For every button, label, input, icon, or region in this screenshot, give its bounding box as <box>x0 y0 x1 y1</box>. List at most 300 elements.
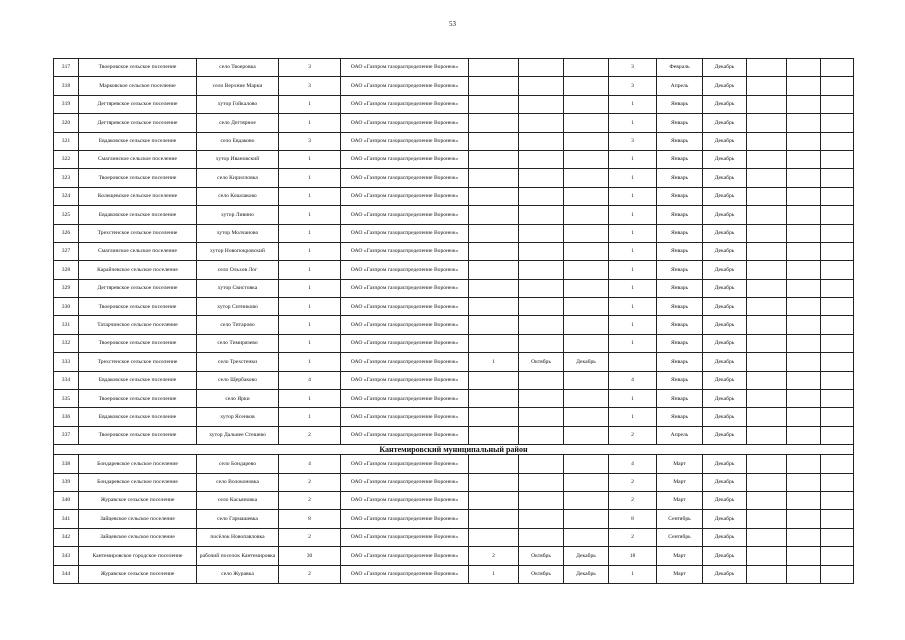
extra-end-month: Декабрь <box>564 547 609 565</box>
locality-name: село Ольхов Лог <box>197 261 279 279</box>
extra-start-month <box>519 95 564 113</box>
empty-cell <box>821 334 854 352</box>
row-number: 325 <box>54 206 79 224</box>
locality-name: село Кирилловка <box>197 169 279 187</box>
locality-name: село Евдаково <box>197 132 279 150</box>
empty-cell <box>787 316 821 334</box>
object-count: 8 <box>279 510 341 528</box>
extra-count <box>469 510 519 528</box>
object-count: 1 <box>279 242 341 260</box>
object-count: 1 <box>279 316 341 334</box>
empty-cell <box>787 132 821 150</box>
organization-name: ОАО «Газпром газораспределение Воронеж» <box>341 224 469 242</box>
start-month: Январь <box>657 150 703 168</box>
table-row <box>54 206 854 224</box>
organization-name: ОАО «Газпром газораспределение Воронеж» <box>341 261 469 279</box>
row-number: 320 <box>54 114 79 132</box>
empty-cell <box>787 77 821 95</box>
start-month: Март <box>657 473 703 491</box>
settlement-name: Журавское сельское поселение <box>79 491 197 509</box>
table-row <box>54 547 854 565</box>
end-month: Декабрь <box>703 242 747 260</box>
settlement-name: Твоеровское сельское поселение <box>79 169 197 187</box>
extra-end-month: Декабрь <box>564 353 609 371</box>
empty-cell <box>787 298 821 316</box>
empty-cell <box>747 528 787 546</box>
locality-name: село Верхние Марки <box>197 77 279 95</box>
empty-cell <box>747 491 787 509</box>
locality-name: хутор Ясенков <box>197 408 279 426</box>
organization-name: ОАО «Газпром газораспределение Воронеж» <box>341 150 469 168</box>
extra-count: 1 <box>469 353 519 371</box>
table-row <box>54 316 854 334</box>
quantity: 1 <box>609 242 657 260</box>
quantity: 1 <box>609 206 657 224</box>
empty-cell <box>821 59 854 77</box>
end-month: Декабрь <box>703 316 747 334</box>
extra-start-month <box>519 114 564 132</box>
empty-cell <box>747 473 787 491</box>
extra-end-month <box>564 316 609 334</box>
row-number: 341 <box>54 510 79 528</box>
object-count: 1 <box>279 261 341 279</box>
empty-cell <box>747 565 787 583</box>
start-month: Март <box>657 547 703 565</box>
object-count: 2 <box>279 565 341 583</box>
object-count: 3 <box>279 77 341 95</box>
row-number: 321 <box>54 132 79 150</box>
object-count: 1 <box>279 95 341 113</box>
table-row <box>54 77 854 95</box>
extra-end-month <box>564 261 609 279</box>
locality-name: село Волоконовка <box>197 473 279 491</box>
empty-cell <box>787 261 821 279</box>
table-row <box>54 187 854 205</box>
empty-cell <box>821 547 854 565</box>
organization-name: ОАО «Газпром газораспределение Воронеж» <box>341 547 469 565</box>
settlement-name: Бондаревское сельское поселение <box>79 473 197 491</box>
empty-cell <box>747 114 787 132</box>
locality-name: село Титарово <box>197 316 279 334</box>
extra-count <box>469 298 519 316</box>
extra-count <box>469 261 519 279</box>
locality-name: село Щербаково <box>197 371 279 389</box>
end-month: Декабрь <box>703 334 747 352</box>
start-month: Апрель <box>657 426 703 444</box>
empty-cell <box>821 224 854 242</box>
settlement-name: Трехстенское сельское поселение <box>79 353 197 371</box>
empty-cell <box>821 353 854 371</box>
end-month: Декабрь <box>703 279 747 297</box>
settlement-name: Татарчинское сельское поселение <box>79 316 197 334</box>
schedule-table <box>53 58 854 584</box>
extra-start-month <box>519 150 564 168</box>
organization-name: ОАО «Газпром газораспределение Воронеж» <box>341 426 469 444</box>
extra-end-month <box>564 224 609 242</box>
organization-name: ОАО «Газпром газораспределение Воронеж» <box>341 455 469 473</box>
settlement-name: Зайцевское сельское поселение <box>79 528 197 546</box>
quantity: 3 <box>609 77 657 95</box>
table-row <box>54 150 854 168</box>
extra-end-month <box>564 298 609 316</box>
empty-cell <box>747 206 787 224</box>
empty-cell <box>821 565 854 583</box>
quantity: 2 <box>609 491 657 509</box>
empty-cell <box>747 390 787 408</box>
empty-cell <box>787 353 821 371</box>
row-number: 328 <box>54 261 79 279</box>
object-count: 1 <box>279 334 341 352</box>
extra-end-month <box>564 132 609 150</box>
extra-end-month <box>564 455 609 473</box>
object-count: 1 <box>279 114 341 132</box>
object-count: 2 <box>279 491 341 509</box>
row-number: 336 <box>54 408 79 426</box>
table-row <box>54 491 854 509</box>
quantity: 2 <box>609 426 657 444</box>
end-month: Декабрь <box>703 298 747 316</box>
end-month: Декабрь <box>703 408 747 426</box>
extra-end-month <box>564 334 609 352</box>
table-row <box>54 426 854 444</box>
settlement-name: Твоеровское сельское поселение <box>79 426 197 444</box>
end-month: Декабрь <box>703 371 747 389</box>
extra-count <box>469 187 519 205</box>
empty-cell <box>821 169 854 187</box>
empty-cell <box>787 242 821 260</box>
empty-cell <box>787 334 821 352</box>
table-row <box>54 510 854 528</box>
quantity: 1 <box>609 565 657 583</box>
empty-cell <box>787 491 821 509</box>
extra-end-month <box>564 169 609 187</box>
extra-count <box>469 279 519 297</box>
empty-cell <box>747 334 787 352</box>
table-row <box>54 455 854 473</box>
extra-end-month <box>564 114 609 132</box>
start-month: Февраль <box>657 59 703 77</box>
start-month: Сентябрь <box>657 528 703 546</box>
object-count: 1 <box>279 408 341 426</box>
settlement-name: Зайцевское сельское поселение <box>79 510 197 528</box>
extra-start-month <box>519 224 564 242</box>
settlement-name: Смаглинское сельское поселение <box>79 150 197 168</box>
row-number: 344 <box>54 565 79 583</box>
settlement-name: Евдаковское сельское поселение <box>79 132 197 150</box>
extra-start-month <box>519 242 564 260</box>
quantity: 18 <box>609 547 657 565</box>
table-row <box>54 224 854 242</box>
organization-name: ОАО «Газпром газораспределение Воронеж» <box>341 353 469 371</box>
extra-end-month <box>564 491 609 509</box>
empty-cell <box>787 390 821 408</box>
settlement-name: Кантемировское городское поселение <box>79 547 197 565</box>
extra-end-month: Декабрь <box>564 565 609 583</box>
locality-name: село Касьяновка <box>197 491 279 509</box>
empty-cell <box>821 408 854 426</box>
empty-cell <box>747 316 787 334</box>
empty-cell <box>787 59 821 77</box>
extra-count <box>469 150 519 168</box>
empty-cell <box>747 371 787 389</box>
object-count: 1 <box>279 390 341 408</box>
start-month: Январь <box>657 334 703 352</box>
extra-start-month: Октябрь <box>519 547 564 565</box>
row-number: 318 <box>54 77 79 95</box>
settlement-name: Бондаревское сельское поселение <box>79 455 197 473</box>
empty-cell <box>747 132 787 150</box>
table-body-after <box>54 455 854 584</box>
section-row <box>54 445 854 455</box>
table-body-before <box>54 59 854 445</box>
locality-name: хутор Дальнее Стешево <box>197 426 279 444</box>
row-number: 329 <box>54 279 79 297</box>
empty-cell <box>747 59 787 77</box>
table-row <box>54 334 854 352</box>
object-count: 1 <box>279 187 341 205</box>
extra-start-month <box>519 298 564 316</box>
table-row <box>54 298 854 316</box>
empty-cell <box>787 187 821 205</box>
row-number: 324 <box>54 187 79 205</box>
empty-cell <box>821 95 854 113</box>
empty-cell <box>821 279 854 297</box>
extra-start-month <box>519 132 564 150</box>
empty-cell <box>787 224 821 242</box>
empty-cell <box>821 206 854 224</box>
organization-name: ОАО «Газпром газораспределение Воронеж» <box>341 528 469 546</box>
locality-name: хутор Свистовка <box>197 279 279 297</box>
end-month: Декабрь <box>703 426 747 444</box>
organization-name: ОАО «Газпром газораспределение Воронеж» <box>341 491 469 509</box>
quantity: 1 <box>609 169 657 187</box>
empty-cell <box>787 455 821 473</box>
extra-end-month <box>564 279 609 297</box>
object-count: 1 <box>279 279 341 297</box>
extra-start-month <box>519 77 564 95</box>
table-row <box>54 528 854 546</box>
extra-start-month <box>519 510 564 528</box>
organization-name: ОАО «Газпром газораспределение Воронеж» <box>341 169 469 187</box>
end-month: Декабрь <box>703 224 747 242</box>
extra-count <box>469 371 519 389</box>
table-row <box>54 390 854 408</box>
quantity: 1 <box>609 298 657 316</box>
quantity: 4 <box>609 371 657 389</box>
extra-start-month <box>519 455 564 473</box>
empty-cell <box>821 491 854 509</box>
extra-start-month <box>519 426 564 444</box>
empty-cell <box>747 224 787 242</box>
locality-name: рабочий поселок Кантемировка <box>197 547 279 565</box>
locality-name: село Гармашевка <box>197 510 279 528</box>
organization-name: ОАО «Газпром газораспределение Воронеж» <box>341 132 469 150</box>
extra-start-month <box>519 408 564 426</box>
extra-count <box>469 390 519 408</box>
quantity: 3 <box>609 59 657 77</box>
empty-cell <box>787 473 821 491</box>
extra-end-month <box>564 206 609 224</box>
locality-name: хутор Ливино <box>197 206 279 224</box>
empty-cell <box>747 242 787 260</box>
object-count: 1 <box>279 298 341 316</box>
extra-start-month <box>519 59 564 77</box>
end-month: Декабрь <box>703 353 747 371</box>
extra-count <box>469 132 519 150</box>
row-number: 326 <box>54 224 79 242</box>
settlement-name: Смаглинское сельское поселение <box>79 242 197 260</box>
table-row <box>54 353 854 371</box>
start-month: Апрель <box>657 77 703 95</box>
extra-count <box>469 59 519 77</box>
row-number: 322 <box>54 150 79 168</box>
extra-count <box>469 491 519 509</box>
end-month: Декабрь <box>703 261 747 279</box>
organization-name: ОАО «Газпром газораспределение Воронеж» <box>341 316 469 334</box>
extra-count <box>469 528 519 546</box>
start-month: Январь <box>657 114 703 132</box>
extra-count <box>469 114 519 132</box>
extra-start-month <box>519 261 564 279</box>
table-row <box>54 114 854 132</box>
empty-cell <box>747 547 787 565</box>
extra-count <box>469 242 519 260</box>
organization-name: ОАО «Газпром газораспределение Воронеж» <box>341 206 469 224</box>
empty-cell <box>747 510 787 528</box>
empty-cell <box>821 390 854 408</box>
extra-start-month <box>519 371 564 389</box>
end-month: Декабрь <box>703 95 747 113</box>
empty-cell <box>787 426 821 444</box>
settlement-name: Журавское сельское поселение <box>79 565 197 583</box>
object-count: 30 <box>279 547 341 565</box>
empty-cell <box>821 316 854 334</box>
organization-name: ОАО «Газпром газораспределение Воронеж» <box>341 473 469 491</box>
empty-cell <box>787 565 821 583</box>
object-count: 1 <box>279 206 341 224</box>
extra-end-month <box>564 150 609 168</box>
quantity: 2 <box>609 473 657 491</box>
organization-name: ОАО «Газпром газораспределение Воронеж» <box>341 371 469 389</box>
organization-name: ОАО «Газпром газораспределение Воронеж» <box>341 187 469 205</box>
empty-cell <box>821 150 854 168</box>
start-month: Январь <box>657 408 703 426</box>
organization-name: ОАО «Газпром газораспределение Воронеж» <box>341 279 469 297</box>
extra-start-month: Октябрь <box>519 353 564 371</box>
extra-start-month <box>519 528 564 546</box>
empty-cell <box>821 77 854 95</box>
empty-cell <box>787 408 821 426</box>
extra-count <box>469 95 519 113</box>
locality-name: хутор Молчаново <box>197 224 279 242</box>
end-month: Декабрь <box>703 565 747 583</box>
empty-cell <box>787 114 821 132</box>
settlement-name: Дегтяревское сельское поселение <box>79 95 197 113</box>
quantity: 1 <box>609 390 657 408</box>
quantity: 1 <box>609 187 657 205</box>
row-number: 317 <box>54 59 79 77</box>
quantity: 1 <box>609 334 657 352</box>
organization-name: ОАО «Газпром газораспределение Воронеж» <box>341 510 469 528</box>
settlement-name: Евдаковское сельское поселение <box>79 206 197 224</box>
organization-name: ОАО «Газпром газораспределение Воронеж» <box>341 59 469 77</box>
end-month: Декабрь <box>703 491 747 509</box>
end-month: Декабрь <box>703 390 747 408</box>
locality-name: село Ярки <box>197 390 279 408</box>
start-month: Январь <box>657 206 703 224</box>
empty-cell <box>747 298 787 316</box>
start-month: Январь <box>657 371 703 389</box>
settlement-name: Твоеровское сельское поселение <box>79 334 197 352</box>
start-month: Январь <box>657 242 703 260</box>
start-month: Январь <box>657 224 703 242</box>
organization-name: ОАО «Газпром газораспределение Воронеж» <box>341 77 469 95</box>
extra-start-month <box>519 491 564 509</box>
locality-name: село Кошлаково <box>197 187 279 205</box>
end-month: Декабрь <box>703 206 747 224</box>
start-month: Январь <box>657 95 703 113</box>
quantity: 1 <box>609 316 657 334</box>
empty-cell <box>747 455 787 473</box>
empty-cell <box>747 279 787 297</box>
extra-end-month <box>564 77 609 95</box>
table-row <box>54 473 854 491</box>
empty-cell <box>747 353 787 371</box>
quantity: 1 <box>609 224 657 242</box>
settlement-name: Евдаковское сельское поселение <box>79 408 197 426</box>
extra-count: 2 <box>469 547 519 565</box>
end-month: Декабрь <box>703 169 747 187</box>
extra-end-month <box>564 528 609 546</box>
quantity: 1 <box>609 150 657 168</box>
start-month: Январь <box>657 132 703 150</box>
table-row <box>54 261 854 279</box>
quantity: 2 <box>609 528 657 546</box>
object-count: 2 <box>279 528 341 546</box>
empty-cell <box>787 169 821 187</box>
organization-name: ОАО «Газпром газораспределение Воронеж» <box>341 565 469 583</box>
object-count: 3 <box>279 59 341 77</box>
page-number: 53 <box>449 20 456 28</box>
settlement-name: Карайчевское сельское поселение <box>79 261 197 279</box>
object-count: 4 <box>279 455 341 473</box>
locality-name: село Трехстенки <box>197 353 279 371</box>
organization-name: ОАО «Газпром газораспределение Воронеж» <box>341 242 469 260</box>
quantity: 4 <box>609 455 657 473</box>
organization-name: ОАО «Газпром газораспределение Воронеж» <box>341 95 469 113</box>
table-row <box>54 59 854 77</box>
extra-count <box>469 77 519 95</box>
row-number: 342 <box>54 528 79 546</box>
start-month: Март <box>657 455 703 473</box>
empty-cell <box>787 547 821 565</box>
settlement-name: Дегтяревское сельское поселение <box>79 114 197 132</box>
start-month: Январь <box>657 390 703 408</box>
locality-name: село Бондарево <box>197 455 279 473</box>
end-month: Декабрь <box>703 187 747 205</box>
row-number: 339 <box>54 473 79 491</box>
section-title: Кантемировский муниципальный район <box>54 445 854 455</box>
empty-cell <box>821 132 854 150</box>
end-month: Декабрь <box>703 77 747 95</box>
extra-count <box>469 316 519 334</box>
end-month: Декабрь <box>703 455 747 473</box>
empty-cell <box>821 261 854 279</box>
empty-cell <box>747 187 787 205</box>
start-month: Март <box>657 565 703 583</box>
locality-name: село Тимирязево <box>197 334 279 352</box>
empty-cell <box>821 242 854 260</box>
